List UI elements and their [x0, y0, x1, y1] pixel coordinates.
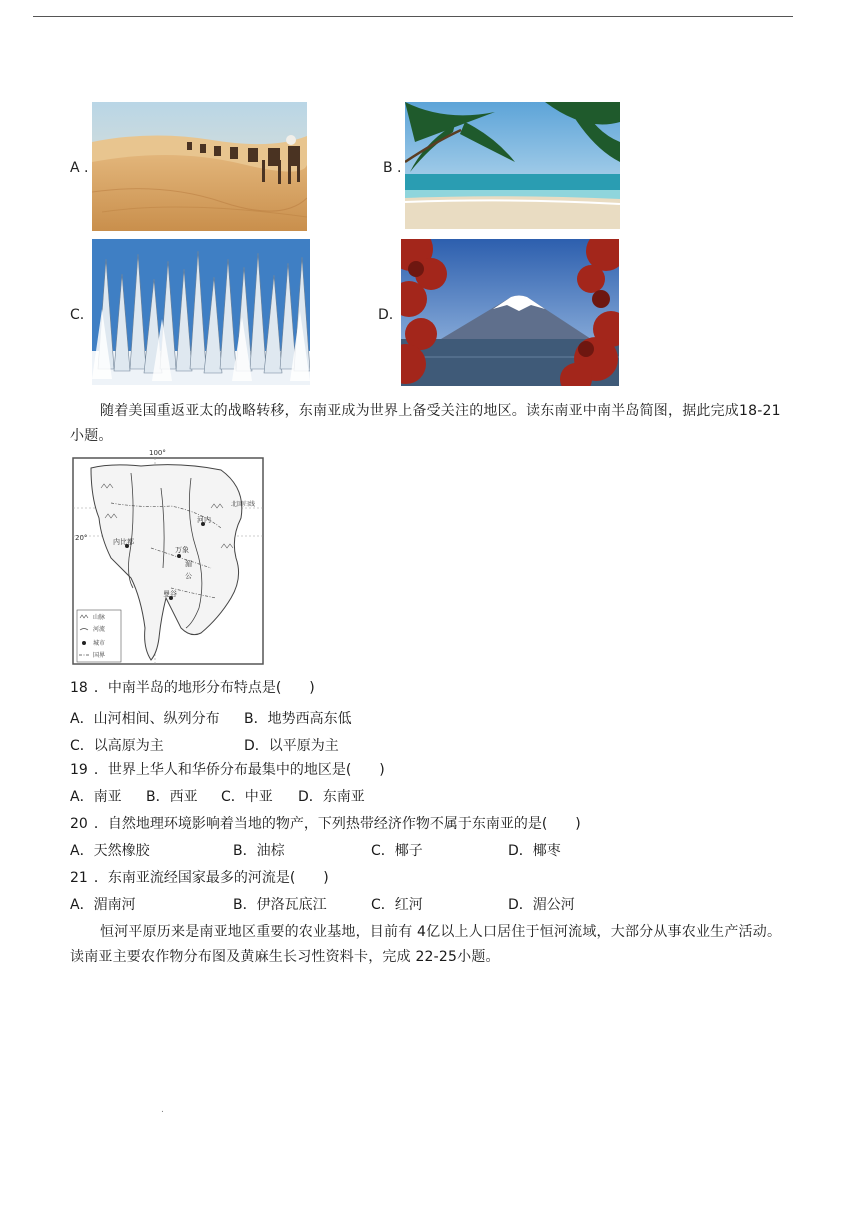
q18-option-a[interactable]: A．山河相间、纵列分布 [70, 711, 220, 727]
place-naypyidaw: 内比都 [113, 538, 134, 546]
legend-city: 城市 [93, 640, 106, 647]
q20-option-b[interactable]: B．油棕 [233, 843, 285, 859]
place-mekong-1: 湄 [185, 560, 192, 568]
option-c-label: C. [70, 307, 85, 323]
top-rule [33, 16, 793, 17]
place-mekong-2: 公 [185, 572, 192, 580]
option-d-label: D. [378, 307, 394, 323]
option-b-label: B . [383, 160, 402, 176]
legend-border: 国界 [93, 652, 106, 659]
volcano-photo [401, 239, 619, 386]
legend-river: 河流 [93, 626, 106, 633]
q19-option-d[interactable]: D．东南亚 [298, 789, 365, 805]
q21-option-a[interactable]: A．湄南河 [70, 897, 136, 913]
question-18: 18 ．中南半岛的地形分布特点是( ) [70, 680, 315, 696]
lon-label: 100° [149, 449, 166, 457]
q18-option-b[interactable]: B．地势西高东低 [244, 711, 352, 727]
snow-forest-photo [92, 239, 310, 385]
place-vientiane: 万象 [175, 546, 189, 554]
question-20: 20 ．自然地理环境影响着当地的物产，下列热带经济作物不属于东南亚的是( ) [70, 816, 581, 832]
intro-paragraph-2: 恒河平原历来是南亚地区重要的农业基地，目前有 4亿以上人口居住于恒河流域，大部分从事农业生产活动。读南亚主要农作物分布图及黄麻生长习性资料卡，完成 22-25小题。 [70, 924, 782, 965]
q20-option-c[interactable]: C．椰子 [371, 843, 423, 859]
indochina-map [71, 448, 265, 666]
q21-option-d[interactable]: D．湄公河 [508, 897, 575, 913]
desert-photo [92, 102, 307, 231]
place-hanoi: 河内 [197, 516, 211, 524]
beach-photo [405, 102, 620, 229]
question-19: 19 ．世界上华人和华侨分布最集中的地区是( ) [70, 762, 385, 778]
q21-option-b[interactable]: B．伊洛瓦底江 [233, 897, 327, 913]
q21-option-c[interactable]: C．红河 [371, 897, 423, 913]
q20-option-a[interactable]: A．天然橡胶 [70, 843, 150, 859]
place-bangkok: 曼谷 [163, 590, 177, 598]
footer-dot: . [161, 1105, 164, 1115]
q19-option-a[interactable]: A．南亚 [70, 789, 122, 805]
q19-option-c[interactable]: C．中亚 [221, 789, 273, 805]
q18-option-d[interactable]: D．以平原为主 [244, 738, 339, 754]
q20-option-d[interactable]: D．椰枣 [508, 843, 561, 859]
q19-option-b[interactable]: B．西亚 [146, 789, 198, 805]
question-21: 21 ．东南亚流经国家最多的河流是( ) [70, 870, 329, 886]
intro-paragraph-1: 随着美国重返亚太的战略转移，东南亚成为世界上备受关注的地区。读东南亚中南半岛简图，据此完成18-21小题。 [70, 403, 781, 444]
tropic-label: 北回归线 [231, 501, 256, 508]
legend-mountain: 山脉 [93, 614, 106, 621]
lat-label: 20° [75, 534, 88, 542]
option-a-label: A . [70, 160, 89, 176]
q18-option-c[interactable]: C．以高原为主 [70, 738, 164, 754]
